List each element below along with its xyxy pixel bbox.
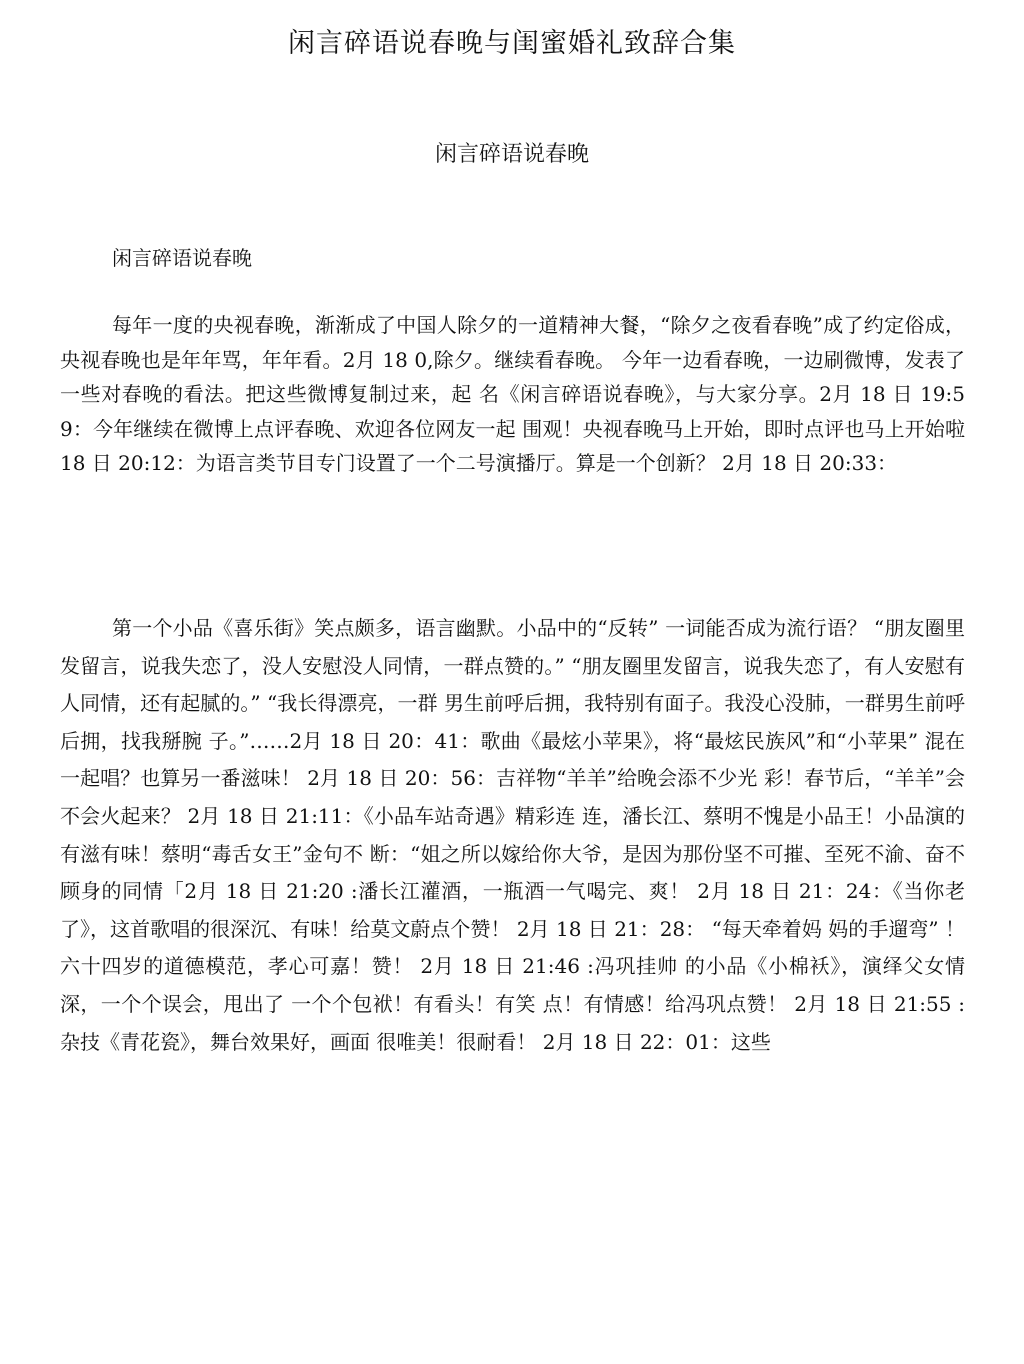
paragraph-commentary: 第一个小品《喜乐街》笑点颇多，语言幽默。小品中的“反转” 一词能否成为流行语？ “朋友圈里发留言，说我失恋了，没人安慰没人同情，一群点赞的。” “朋友圈里发留言，说我失恋了，有人安慰有人同情，还有起腻的。” “我长得漂亮，一群 男生前呼后拥，我特别有面子。我没心没肺，一群男生前呼后拥，找我掰腕 子。”……2月 18 日 20：41：歌曲《最炫小苹果》，将“最炫民族风”和“小苹果” 混在一起唱？也算另一番滋味！ 2月 18 日 20：56：吉祥物“羊羊”给晚会添不少光 彩！春节后，“羊羊”会不会火起来？ 2月 18 日 21:11：《小品车站奇遇》精彩连 连，潘长江、蔡明不愧是小品王！小品演的有滋有味！蔡明“毒舌女王”金句不 断：“姐之所以嫁给你大爷，是因为那份坚不可摧、至死不渝、奋不顾身的同情「2月 18 日 21:20 :潘长江灌酒，一瓶酒一气喝完、爽！ 2月 18 日 21：24：《当你老 了》，这首歌唱的很深沉、有味！给莫文蔚点个赞！ 2月 18 日 21：28： “每天牵着妈 妈的手遛弯” ！六十四岁的道德模范，孝心可嘉！赞！ 2月 18 日 21:46 :冯巩挂帅 的小品《小棉袄》，演绎父女情深，一个个误会，甩出了 一个个包袱！有看头！有笑 点！有情感！给冯巩点赞！ 2月 18 日 21:55 :杂技《青花瓷》，舞台效果好，画面 很唯美！很耐看！ 2月 18 日 22：01：这些	[60, 616, 965, 1054]
section-title: 闲言碎语说春晚	[434, 142, 589, 167]
document-title: 闲言碎语说春晚与闺蜜婚礼致辞合集	[288, 28, 736, 59]
paragraph-intro: 每年一度的央视春晚，渐渐成了中国人除夕的一道精神大餐，“除夕之夜看春晚”成了约定俗成，央视春晚也是年年骂，年年看。2月 18 0,除夕。继续看春晚。 今年一边看春晚，一边刷微博，发表了 一些对春晚的看法。把这些微博复制过来，起 名《闲言碎语说春晚》，与大家分享。2月 18 日 19:59：今年继续在微博上点评春晚、欢迎各位网友一起 围观！央视春晚马上开始，即时点评也马上开始啦 18 日 20:12：为语言类节目专门设置了一个二号演播厅。算是一个创新？ 2月 18 日 20:33：	[60, 313, 965, 475]
sub-heading: 闲言碎语说春晚	[112, 246, 252, 270]
